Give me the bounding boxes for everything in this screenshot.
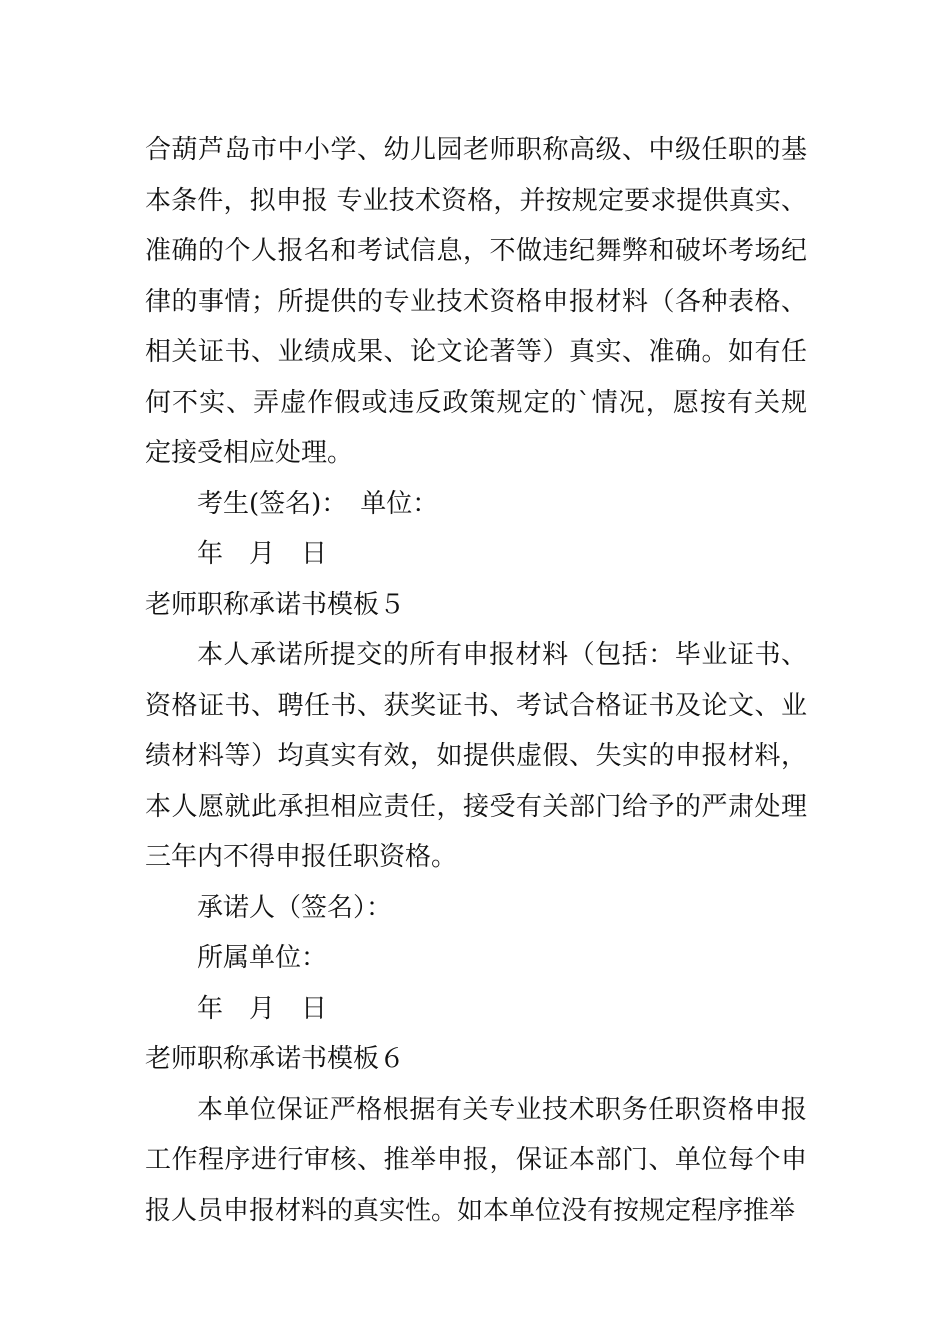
promisor-signature-line: 承诺人（签名）： [197,892,393,923]
template-5-date-line: 年 月 日 [197,993,328,1024]
template-6-heading: 老师职称承诺书模板６ [145,1044,406,1074]
template-6-paragraph: 本单位保证严格根据有关专业技术职务任职资格申报工作程序进行审核、推举申报，保证本部门、单位每个申报人员申报材料的真实性。如本单位没有按规定程序推举 [145,1094,807,1226]
date-line: 年 月 日 [197,539,328,569]
candidate-signature-line: 考生(签名)： 单位： [197,488,439,519]
affiliated-unit-line: 所属单位： [197,943,328,973]
document-page [145,125,807,1236]
commitment-paragraph-continued: 合葫芦岛市中小学、幼儿园老师职称高级、中级任职的基本条件，拟申报 专业技术资格，并按规定要求提供真实、准确的个人报名和考试信息，不做违纪舞弊和破坏考场纪律的事情；所提供的专业技术资格申报材料（各种表格、相关证书、业绩成果、论文论著等）真实、准确。如有任何不实、弄虚作假或违反政策规定的`情况，愿按有关规定接受相应处理。 [145,135,807,468]
template-5-heading: 老师职称承诺书模板５ [145,589,406,620]
template-5-paragraph: 本人承诺所提交的所有申报材料（包括：毕业证书、资格证书、聘任书、获奖证书、考试合格证书及论文、业绩材料等）均真实有效，如提供虚假、失实的申报材料，本人愿就此承担相应责任，接受有关部门给予的严肃处理三年内不得申报任职资格。 [145,640,807,872]
